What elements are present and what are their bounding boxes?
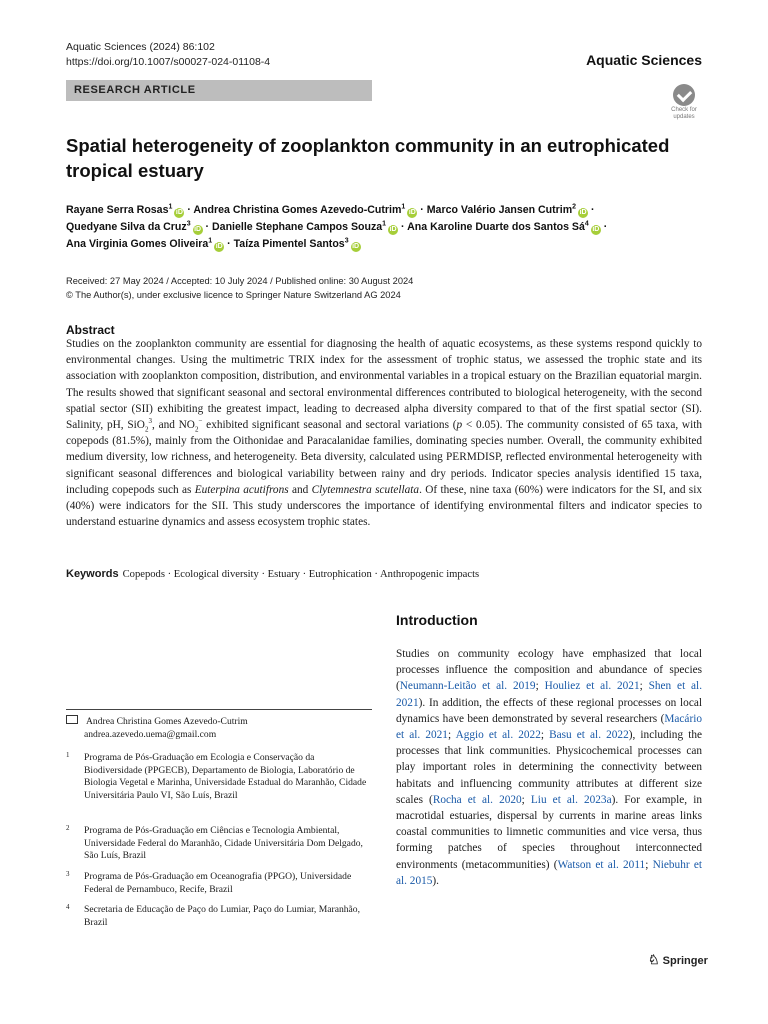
author-name[interactable]: Andrea Christina Gomes Azevedo-Cutrim	[193, 204, 402, 216]
doi-link[interactable]: https://doi.org/10.1007/s00027-024-01108-4	[66, 56, 271, 68]
citation-link[interactable]: Macário et al. 2021	[396, 712, 702, 742]
orcid-icon[interactable]: iD	[389, 226, 397, 233]
author-affiliation-mark: 3	[186, 220, 191, 228]
citation-link[interactable]: Aggio et al. 2022	[455, 729, 541, 742]
journal-reference	[66, 40, 270, 70]
correspondence-note	[66, 715, 372, 741]
check-for-updates-badge[interactable]	[666, 84, 702, 122]
affiliation-text: Programa de Pós-Graduação em Ciências e Tecnologia Ambiental, Universidade Federal do Maranhão, Cidade Universitária Dom Delgado, São Luís, Brazil	[84, 825, 363, 861]
corresponding-author-email[interactable]: andrea.azevedo.uema@gmail.com	[84, 728, 217, 740]
citation-link[interactable]: Niebuhr et al. 2015	[396, 858, 703, 887]
abstract-text: and	[288, 483, 312, 496]
author-affiliation-mark: 1	[168, 203, 173, 211]
orcid-icon[interactable]: iD	[579, 209, 587, 216]
abstract-body	[66, 336, 702, 530]
affiliation-text: Programa de Pós-Graduação em Ecologia e Conservação da Biodiversidade (PPGECB), Departamento de Biologia, Laboratório de Biologia Vegetal e Marinha, Universidade Estadual do Maranhão, Cidade Universitária Paulo VI, São Luís, Brazil	[84, 752, 367, 801]
author-affiliation-mark: 1	[401, 203, 406, 211]
affiliation-number: 2	[66, 824, 70, 832]
orcid-icon[interactable]: iD	[215, 243, 223, 250]
intro-text: ). For example, in macrotidal estuaries, dispersal by currents in marine areas links coastal communities to limnetic communities and vice versa, thus forming patches of species throughout interconnected environments (metacommunities) (	[396, 793, 703, 871]
springer-horse-icon: ♘	[648, 952, 660, 967]
orcid-icon[interactable]: iD	[175, 209, 183, 216]
check-icon	[673, 84, 695, 106]
publisher-logo	[648, 952, 708, 968]
abstract-text: Studies on the zooplankton community are essential for diagnosing the health of aquatic ecosystems, as these systems respond quickly to environmental changes. Using the multimetric TRIX index for the assessment of trophic status, we assessed the trophic state and its association with zooplankton composition, distribution, and environmental variables in a tropical estuary on the Brazilian equatorial margin. The results showed that significant seasonal and sectoral environmental differences contributed to biological heterogeneity, with the second spatial sector (SII) exhibiting the greatest impact, leading to decreased alpha diversity compared to that of the first spatial sector (SI). Salinity, pH, SiO	[66, 338, 702, 432]
affiliation-number: 4	[66, 903, 70, 911]
author-name[interactable]: Ana Karoline Duarte dos Santos Sá	[407, 221, 585, 233]
publisher-name: Springer	[662, 955, 708, 967]
citation-link[interactable]: Neumann-Leitão et al. 2019	[399, 680, 536, 693]
envelope-icon	[66, 715, 78, 724]
citation-link[interactable]: Houliez et al. 2021	[544, 680, 640, 693]
citation-link[interactable]: Rocha et al. 2020	[432, 793, 522, 806]
author-name[interactable]: Marco Valério Jansen Cutrim	[426, 204, 573, 216]
title-line-2: tropical estuary	[66, 160, 204, 181]
intro-text: ). In addition, the effects of these regional processes on local dynamics have been demonstrated by several researchers (	[396, 696, 702, 725]
abstract-text: exhibited significant seasonal and sectoral variations (	[202, 419, 457, 432]
citation-link[interactable]: Shen et al. 2021	[396, 680, 703, 709]
orcid-icon[interactable]: iD	[194, 226, 202, 233]
journal-name: Aquatic Sciences	[586, 52, 702, 68]
orcid-icon[interactable]: iD	[352, 243, 360, 250]
abstract-text: . Of these, nine taxa (60%) were indicators for the SI, and six (40%) were indicators for the SII. This study underscores the importance of identifying environmental filters and indicator species to understand estuarine dynamics and assess ecosystem trophic states.	[66, 483, 702, 529]
abstract-text: , and NO	[151, 419, 195, 432]
author-affiliation-mark: 1	[208, 237, 213, 245]
orcid-icon[interactable]: iD	[408, 209, 416, 216]
abstract-text: < 0.05). The community consisted of 65 taxa, with copepods (81.5%), mainly from the Oithonidae and Paracalanidae families, dominating species number. Overall, the community exhibited medium diversity, low richness, and heterogeneity. Beta diversity, calculated using PERMDISP, reflected environmental heterogeneity with significant seasonal differences and biological variability between rainy and dry periods. Indicator species analysis identified 15 taxa, including copepods such as	[66, 419, 703, 496]
affiliation-2	[66, 825, 372, 863]
subscript: 2	[194, 425, 199, 434]
author-name[interactable]: Danielle Stephane Campos Souza	[212, 221, 383, 233]
publication-dates	[66, 274, 413, 302]
author-affiliation-mark: 2	[572, 203, 577, 211]
author-list	[66, 202, 706, 253]
affiliation-4	[66, 904, 372, 929]
intro-text: ;	[447, 729, 456, 742]
species-name: Clytemnestra scutellata	[311, 483, 420, 496]
article-type-banner: RESEARCH ARTICLE	[66, 80, 372, 101]
intro-text: ;	[535, 680, 545, 693]
affiliation-number: 3	[66, 870, 70, 878]
citation-link[interactable]: Liu et al. 2023a	[530, 793, 612, 806]
citation-link[interactable]: Watson et al. 2011	[557, 858, 646, 871]
author-name[interactable]: Quedyane Silva da Cruz	[66, 221, 187, 233]
affiliation-number: 1	[66, 751, 70, 759]
superscript: −	[198, 417, 203, 426]
introduction-body	[396, 646, 702, 889]
affiliation-1	[66, 752, 372, 802]
title-line-1: Spatial heterogeneity of zooplankton community in an eutrophicated	[66, 135, 670, 156]
article-title	[66, 133, 686, 183]
intro-text: ;	[639, 680, 649, 693]
author-line-3: Ana Virginia Gomes Oliveira$^1$iD · Taíza Pimentel Santos$^3$iD	[66, 237, 360, 250]
introduction-heading: Introduction	[396, 612, 478, 628]
author-line-2: Quedyane Silva da Cruz$^3$iD · Danielle Stephane Campos Souza$^1$iD · Ana Karoline Duarte dos Santos $Sá^4iD$ ·	[66, 220, 608, 233]
intro-text: ;	[521, 793, 531, 806]
superscript: 3	[148, 417, 152, 426]
author-affiliation-mark: 3	[344, 237, 349, 245]
keywords-list: Copepods · Ecological diversity · Estuary · Eutrophication · Anthropogenic impacts	[122, 569, 480, 580]
intro-text: ;	[540, 729, 550, 742]
intro-text: ).	[432, 874, 439, 887]
intro-text: Studies on community ecology have emphasized that local processes influence the composition and abundance of species (	[396, 648, 702, 693]
citation-link[interactable]: Basu et al. 2022	[549, 729, 629, 742]
intro-text: ;	[645, 858, 653, 871]
author-name[interactable]: Rayane Serra Rosas	[66, 204, 169, 216]
orcid-icon[interactable]: iD	[592, 226, 600, 233]
author-affiliation-mark: 1	[382, 220, 387, 228]
author-line-1: Rayane Serra Rosas$^1$iD · Andrea Christina Gomes Azevedo-Cutrim$^1$iD · Marco Valério Jansen Cutrim$^2$iD ·	[66, 203, 595, 216]
author-affiliation-mark: 4	[584, 220, 589, 228]
journal-citation: Aquatic Sciences (2024) 86:102	[66, 41, 215, 53]
author-name[interactable]: Ana Virginia Gomes Oliveira	[66, 238, 209, 250]
keywords-label: Keywords	[66, 568, 119, 580]
subscript: 2	[144, 425, 149, 434]
intro-text: ), including the processes that link communities. Physicochemical processes can play important roles in determining the connectivity between habitats and influencing community attributes at different size scales (	[396, 729, 702, 806]
author-name[interactable]: Taíza Pimentel Santos	[233, 238, 345, 250]
affiliation-3	[66, 871, 372, 896]
corresponding-author-name: Andrea Christina Gomes Azevedo-Cutrim	[86, 716, 248, 727]
copyright-line: © The Author(s), under exclusive licence to Springer Nature Switzerland AG 2024	[66, 290, 401, 300]
italic-symbol: p	[456, 419, 463, 432]
affiliation-text: Programa de Pós-Graduação em Oceanografia (PPGO), Universidade Federal de Pernambuco, Recife, Brazil	[84, 871, 352, 895]
affiliation-text: Secretaria de Educação de Paço do Lumiar, Paço do Lumiar, Maranhão, Brazil	[84, 904, 361, 928]
abstract-heading: Abstract	[66, 323, 115, 337]
dates-line: Received: 27 May 2024 / Accepted: 10 July 2024 / Published online: 30 August 2024	[66, 276, 414, 286]
footnote-divider	[66, 709, 372, 710]
species-name: Euterpina acutifrons	[194, 483, 289, 496]
keywords	[66, 567, 702, 582]
check-for-updates-label: Check for updates	[671, 107, 697, 120]
